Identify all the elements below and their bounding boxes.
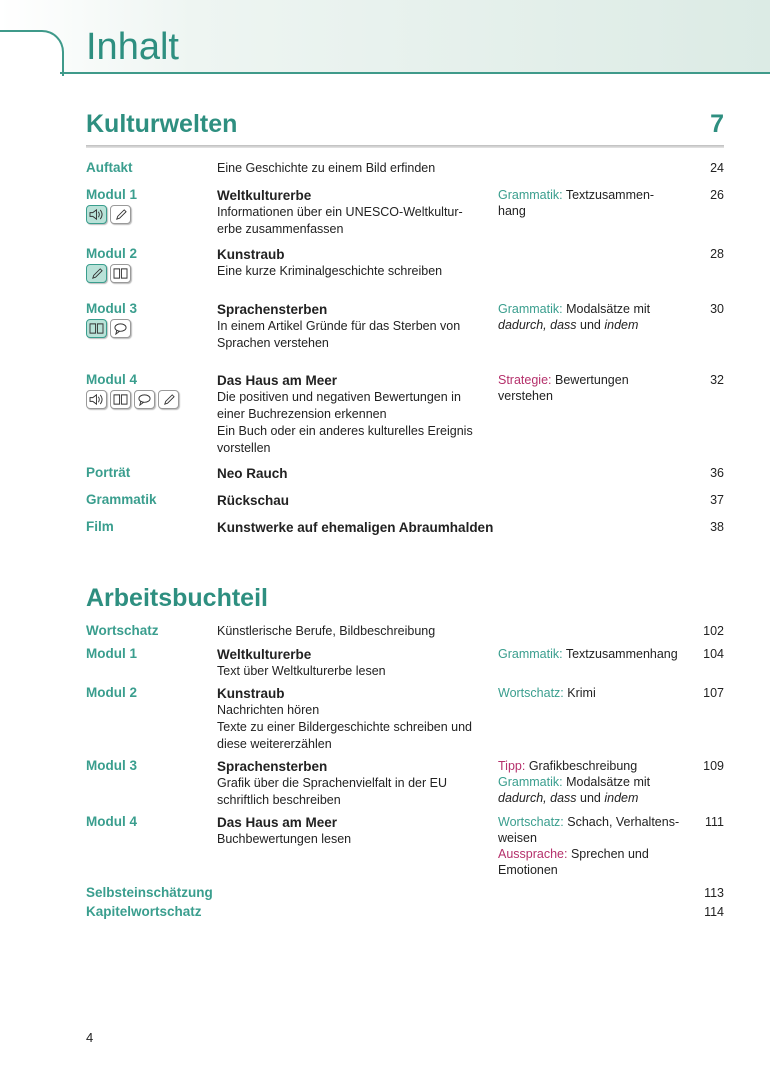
pencil-icon [86,264,107,283]
row-extra [498,187,688,219]
row-description: Text über Weltkulturerbe lesen [217,664,386,678]
row-label: Modul 4 [86,372,137,387]
row-page: 111 [704,815,724,829]
row-label: Wortschatz [86,623,159,638]
page-title: Inhalt [86,26,179,68]
row-content [217,814,487,848]
extra-italic: indem [604,318,639,332]
section-title-kulturwelten: Kulturwelten [86,110,238,138]
extra-key: Grammatik: [498,775,563,789]
row-label: Porträt [86,465,131,480]
row-label: Modul 1 [86,187,137,202]
row-title: Weltkulturerbe [217,647,312,662]
row-title: Weltkulturerbe [217,188,312,203]
extra-key: Grammatik: [498,302,563,316]
row-extra [498,814,688,878]
skill-icons [86,390,179,409]
row-title: Das Haus am Meer [217,373,338,388]
skill-icons [86,205,131,224]
row-content [217,160,487,177]
extra-text: weisen [498,831,537,845]
extra-italic: indem [604,791,639,805]
row-page: 102 [703,624,724,638]
row-title: Sprachensterben [217,759,328,774]
extra-key: Wortschatz: [498,686,564,700]
book-icon [110,264,131,283]
section-title-arbeitsbuch: Arbeitsbuchteil [86,584,268,612]
extra-text: Schach, Verhaltens- [567,815,680,829]
extra-text: Modalsätze mit [566,302,651,316]
book-icon [86,319,107,338]
row-description: diese weitererzählen [217,737,332,751]
row-description: Buchbewertungen lesen [217,832,352,846]
row-content [217,301,487,352]
row-title: Kunstraub [217,686,285,701]
row-description: Künstlerische Berufe, Bildbeschreibung [217,624,436,638]
extra-key: Aussprache: [498,847,568,861]
pencil-icon [110,205,131,224]
row-label: Kapitelwortschatz [86,904,202,919]
row-description: In einem Artikel Gründe für das Sterben von [217,319,461,333]
extra-key: Strategie: [498,373,552,387]
extra-text: Modalsätze mit [566,775,651,789]
row-content [217,519,617,536]
row-title: Neo Rauch [217,466,288,481]
row-title: Das Haus am Meer [217,815,338,830]
extra-text: hang [498,204,526,218]
speech-bubble-icon [134,390,155,409]
row-extra [498,646,688,662]
row-label: Modul 3 [86,301,137,316]
extra-text: und [576,318,605,332]
extra-text: verstehen [498,389,553,403]
chapter-number: 7 [710,110,724,138]
extra-text: Krimi [567,686,596,700]
extra-italic: dadurch, dass [498,791,577,805]
extra-text: Emotionen [498,863,558,877]
row-label: Modul 1 [86,646,137,661]
row-content [217,187,487,238]
extra-text: Bewertungen [555,373,629,387]
extra-text: Sprechen und [570,847,649,861]
row-description: vorstellen [217,441,271,455]
skill-icons [86,319,131,338]
row-extra [498,372,688,404]
row-description: Grafik über die Sprachenvielfalt in der EU [217,776,447,790]
row-label: Auftakt [86,160,133,175]
row-description: schriftlich beschreiben [217,793,341,807]
row-page: 28 [710,247,724,261]
row-page: 104 [703,647,724,661]
row-title: Rückschau [217,493,290,508]
extra-key: Wortschatz: [498,815,564,829]
extra-text: und [576,791,605,805]
row-page: 26 [710,188,724,202]
extra-text: Textzusammenhang [565,647,678,661]
section-rule [86,145,724,148]
page-number: 4 [86,1030,94,1045]
row-extra [498,301,688,333]
row-content [217,685,487,753]
row-description: Eine Geschichte zu einem Bild erfinden [217,161,436,175]
speaker-icon [86,205,107,224]
row-page: 114 [704,905,724,919]
row-description: einer Buchrezension erkennen [217,407,387,421]
extra-key: Grammatik: [498,647,563,661]
row-label: Film [86,519,114,534]
row-label: Modul 3 [86,758,137,773]
row-page: 107 [703,686,724,700]
row-label: Modul 2 [86,685,137,700]
extra-text: Grafikbeschreibung [528,759,638,773]
speaker-icon [86,390,107,409]
row-page: 38 [710,520,724,534]
row-content [217,758,487,809]
row-content [217,492,487,509]
row-page: 37 [710,493,724,507]
extra-key: Grammatik: [498,188,563,202]
row-content [217,465,487,482]
header-rule [60,72,770,74]
row-description: Die positiven und negativen Bewertungen in [217,390,461,404]
speech-bubble-icon [110,319,131,338]
row-page: 113 [704,886,724,900]
row-content [217,623,487,640]
row-description: Nachrichten hören [217,703,320,717]
row-label: Selbsteinschätzung [86,885,213,900]
pencil-icon [158,390,179,409]
row-description: Texte zu einer Bildergeschichte schreiben und [217,720,473,734]
row-content [217,246,487,280]
skill-icons [86,264,131,283]
row-extra [498,685,688,701]
book-icon [110,390,131,409]
row-extra [498,758,688,806]
row-description: Sprachen verstehen [217,336,329,350]
row-label: Modul 2 [86,246,137,261]
row-content [217,372,487,457]
row-page: 24 [710,161,724,175]
row-page: 30 [710,302,724,316]
row-page: 109 [703,759,724,773]
row-title: Kunstwerke auf ehemaligen Abraumhalden [217,520,494,535]
row-description: Eine kurze Kriminalgeschichte schreiben [217,264,443,278]
row-label: Grammatik [86,492,157,507]
row-page: 32 [710,373,724,387]
extra-text: Textzusammen- [565,188,655,202]
row-description: Informationen über ein UNESCO-Weltkultur- [217,205,463,219]
row-label: Modul 4 [86,814,137,829]
header-tab-decoration [0,30,64,76]
row-description: Ein Buch oder ein anderes kulturelles Ereignis [217,424,473,438]
row-page: 36 [710,466,724,480]
row-title: Kunstraub [217,247,285,262]
row-title: Sprachensterben [217,302,328,317]
row-description: erbe zusammenfassen [217,222,344,236]
row-content [217,646,487,680]
extra-italic: dadurch, dass [498,318,577,332]
extra-key: Tipp: [498,759,526,773]
